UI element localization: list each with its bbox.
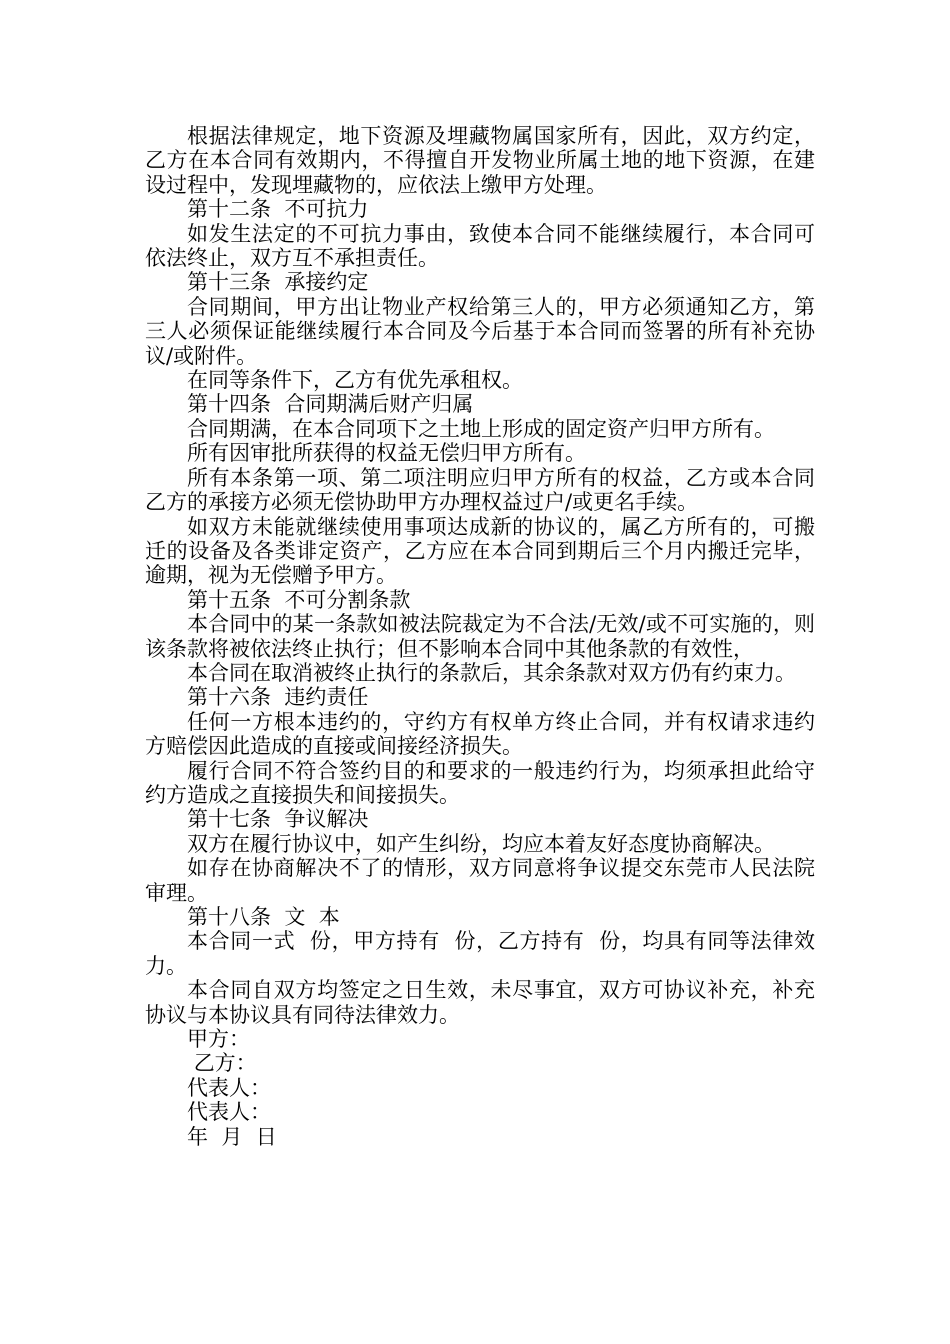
paragraph-rights-transfer: 所有本条第一项、第二项注明应归甲方所有的权益，乙方或本合同乙方的承接方必须无偿协助甲方办理权益过户/或更名手续。 xyxy=(145,465,815,515)
date-label: 年 月 日 xyxy=(187,1124,277,1149)
representative-label: 代表人： xyxy=(187,1075,271,1100)
article-15-heading: 第十五条 不可分割条款 xyxy=(187,587,411,612)
representative-label: 代表人： xyxy=(187,1100,271,1125)
paragraph-copies: 本合同一式 份，甲方持有 份，乙方持有 份，均具有同等法律效力。 xyxy=(145,929,815,978)
paragraph-negotiation: 双方在履行协议中，如产生纠纷，均应本着友好态度协商解决。 xyxy=(187,831,775,856)
paragraph-fixed-assets: 合同期满，在本合同项下之土地上形成的固定资产归甲方所有。 xyxy=(187,416,775,441)
paragraph-force-majeure: 如发生法定的不可抗力事由，致使本合同不能继续履行，本合同可依法终止，双方互不承担责任。 xyxy=(145,221,815,271)
paragraph-effective-date: 本合同自双方均签定之日生效，未尽事宜，双方可协议补充，补充协议与本协议具有同待法律效力。 xyxy=(145,978,815,1027)
paragraph-priority-lease: 在同等条件下，乙方有优先承租权。 xyxy=(187,368,523,393)
party-a-label: 甲方： xyxy=(187,1027,250,1052)
party-b-label: 乙方： xyxy=(187,1051,257,1076)
article-16-heading: 第十六条 违约责任 xyxy=(187,685,369,710)
contract-body xyxy=(145,124,815,1149)
article-18-heading: 第十八条 文 本 xyxy=(187,905,340,929)
paragraph-remaining-clauses: 本合同在取消被终止执行的条款后，其余条款对双方仍有约束力。 xyxy=(187,660,796,685)
paragraph-transfer: 合同期间，甲方出让物业产权给第三人的，甲方必须通知乙方，第三人必须保证能继续履行本合同及今后基于本合同而签署的所有补充协议/或附件。 xyxy=(145,294,815,368)
paragraph-material-breach: 任何一方根本违约的，守约方有权单方终止合同，并有权请求违约方赔偿因此造成的直接或间接经济损失。 xyxy=(145,709,815,759)
article-14-heading: 第十四条 合同期满后财产归属 xyxy=(187,392,474,417)
signature-block xyxy=(145,1027,815,1149)
paragraph-court: 如存在协商解决不了的情形，双方同意将争议提交东莞市人民法院审理。 xyxy=(145,856,815,905)
paragraph-resources: 根据法律规定，地下资源及埋藏物属国家所有，因此，双方约定，乙方在本合同有效期内，不得擅自开发物业所属土地的地下资源，在建设过程中，发现埋藏物的，应依法上缴甲方处理。 xyxy=(145,124,815,197)
article-13-heading: 第十三条 承接约定 xyxy=(187,270,369,295)
paragraph-severability: 本合同中的某一条款如被法院裁定为不合法/无效/或不可实施的，则该条款将被依法终止执行；但不影响本合同中其他条款的有效性， xyxy=(145,612,815,661)
article-12-heading: 第十二条 不可抗力 xyxy=(187,197,369,222)
paragraph-general-breach: 履行合同不符合签约目的和要求的一般违约行为，均须承担此给守约方造成之直接损失和间接损失。 xyxy=(145,758,815,807)
article-17-heading: 第十七条 争议解决 xyxy=(187,807,369,832)
paragraph-equipment-removal: 如双方未能就继续使用事项达成新的协议的，属乙方所有的，可搬迁的设备及各类诽定资产，乙方应在本合同到期后三个月内搬迁完毕，逾期，视为无偿赠予甲方。 xyxy=(145,514,815,588)
paragraph-approval-rights: 所有因审批所获得的权益无偿归甲方所有。 xyxy=(187,441,586,466)
